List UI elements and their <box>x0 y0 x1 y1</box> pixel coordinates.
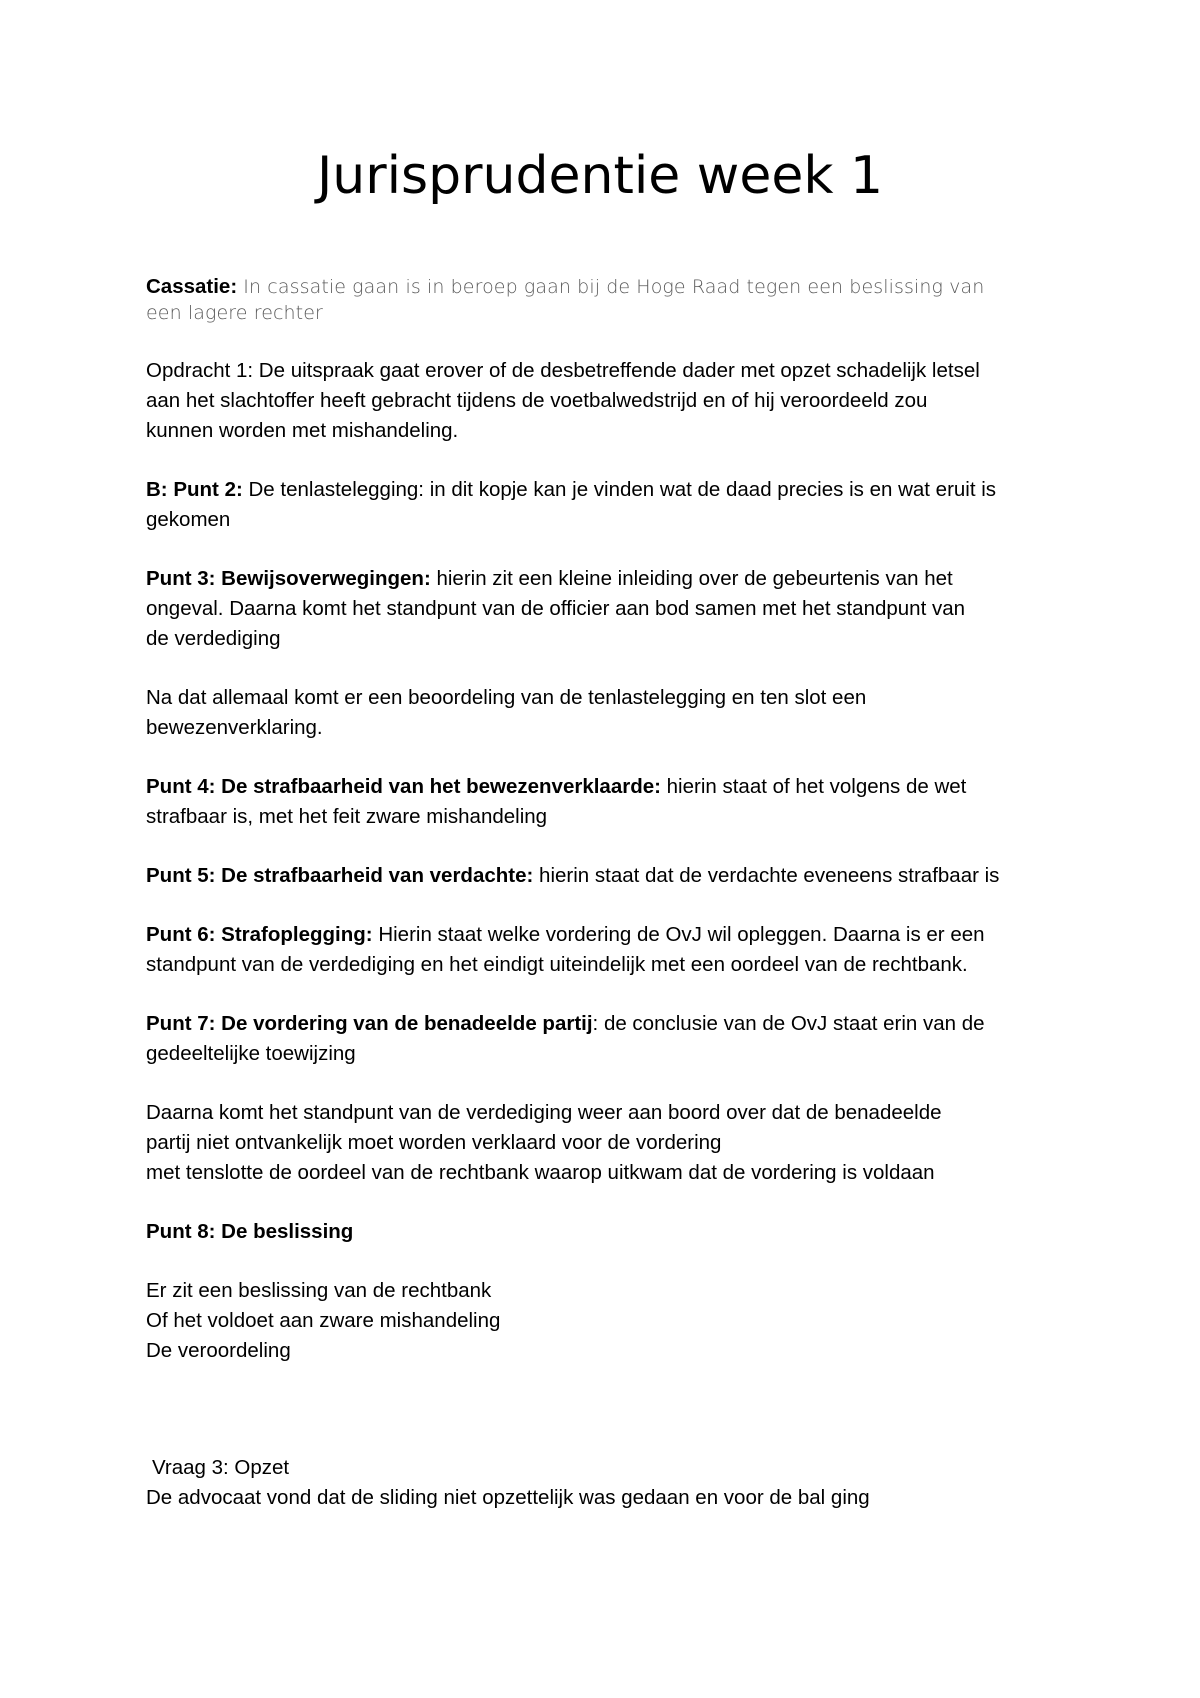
punt2-text-1: De tenlastelegging: in dit kopje kan je vinden wat de daad precies is en wat eruit is <box>242 478 997 501</box>
vraag3-paragraph <box>146 1453 1076 1513</box>
punt3-text-1: hierin zit een kleine inleiding over de gebeurtenis van het <box>430 567 953 590</box>
punt3-line-1 <box>146 564 1076 594</box>
beslissing-line-1: Er zit een beslissing van de rechtbank <box>146 1279 492 1302</box>
daarna-line-2: partij niet ontvankelijk moet worden verklaard voor de vordering <box>146 1131 722 1154</box>
punt2-paragraph <box>146 475 1076 535</box>
punt8-label: Punt 8: De beslissing <box>146 1220 354 1243</box>
beslissing-line-3: De veroordeling <box>146 1339 291 1362</box>
daarna-line-1: Daarna komt het standpunt van de verdediging weer aan boord over dat de benadeelde <box>146 1101 942 1124</box>
na-dat-line-1: Na dat allemaal komt er een beoordeling van de tenlastelegging en ten slot een <box>146 686 867 709</box>
punt4-text-1: hierin staat of het volgens de wet <box>660 775 967 798</box>
cassatie-line-1 <box>146 274 1076 300</box>
opdracht1-line-2: aan het slachtoffer heeft gebracht tijdens de voetbalwedstrijd en of hij veroordeeld zou <box>146 389 928 412</box>
daarna-paragraph <box>146 1098 1076 1188</box>
punt7-label: Punt 7: De vordering van de benadeelde partij <box>146 1012 593 1035</box>
empty-lines <box>146 1395 1076 1453</box>
document-body <box>146 274 1076 1542</box>
punt5-text-1: hierin staat dat de verdachte eveneens strafbaar is <box>533 864 1000 887</box>
punt7-text-1: : de conclusie van de OvJ staat erin van de <box>592 1012 985 1035</box>
punt7-line-2: gedeeltelijke toewijzing <box>146 1042 356 1065</box>
punt6-line-1 <box>146 920 1076 950</box>
punt2-line-1 <box>146 475 1076 505</box>
opdracht1-line-3: kunnen worden met mishandeling. <box>146 419 459 442</box>
beslissing-line-2: Of het voldoet aan zware mishandeling <box>146 1309 501 1332</box>
punt3-line-3: de verdediging <box>146 627 281 650</box>
beslissing-paragraph <box>146 1276 1076 1366</box>
punt2-line-2: gekomen <box>146 508 231 531</box>
cassatie-text-2: een lagere rechter <box>146 302 323 324</box>
punt3-label: Punt 3: Bewijsoverwegingen: <box>146 567 431 590</box>
punt6-paragraph <box>146 920 1076 980</box>
punt7-line-1 <box>146 1009 1076 1039</box>
punt4-paragraph <box>146 772 1076 832</box>
daarna-line-3: met tenslotte de oordeel van de rechtbank waarop uitkwam dat de vordering is voldaan <box>146 1161 935 1184</box>
cassatie-label: Cassatie: <box>146 275 238 298</box>
cassatie-paragraph <box>146 274 1076 326</box>
punt8-paragraph <box>146 1217 1076 1247</box>
vraag3-line-2: De advocaat vond dat de sliding niet opzettelijk was gedaan en voor de bal ging <box>146 1486 870 1509</box>
punt5-line-1 <box>146 861 1076 891</box>
opdracht1-line-1: Opdracht 1: De uitspraak gaat erover of de desbetreffende dader met opzet schadelijk letsel <box>146 359 980 382</box>
punt8-line-1 <box>146 1217 1076 1247</box>
na-dat-paragraph <box>146 683 1076 743</box>
punt3-line-2: ongeval. Daarna komt het standpunt van de officier aan bod samen met het standpunt van <box>146 597 966 620</box>
punt6-label: Punt 6: Strafoplegging: <box>146 923 373 946</box>
cassatie-text-1: In cassatie gaan is in beroep gaan bij de Hoge Raad tegen een beslissing van <box>237 276 985 298</box>
punt4-line-2: strafbaar is, met het feit zware mishandeling <box>146 805 548 828</box>
punt7-paragraph <box>146 1009 1076 1069</box>
punt5-paragraph <box>146 861 1076 891</box>
punt2-label: B: Punt 2: <box>146 478 243 501</box>
vraag3-line-1: Vraag 3: Opzet <box>152 1456 290 1479</box>
punt5-label: Punt 5: De strafbaarheid van verdachte: <box>146 864 534 887</box>
document-title: Jurisprudentie week 1 <box>316 146 884 206</box>
punt4-label: Punt 4: De strafbaarheid van het bewezenverklaarde: <box>146 775 661 798</box>
punt3-paragraph <box>146 564 1076 654</box>
punt4-line-1 <box>146 772 1076 802</box>
na-dat-line-2: bewezenverklaring. <box>146 716 323 739</box>
opdracht1-paragraph <box>146 356 1076 446</box>
punt6-text-1: Hierin staat welke vordering de OvJ wil opleggen. Daarna is er een <box>372 923 985 946</box>
punt6-line-2: standpunt van de verdediging en het eindigt uiteindelijk met een oordeel van de rechtbank. <box>146 953 968 976</box>
